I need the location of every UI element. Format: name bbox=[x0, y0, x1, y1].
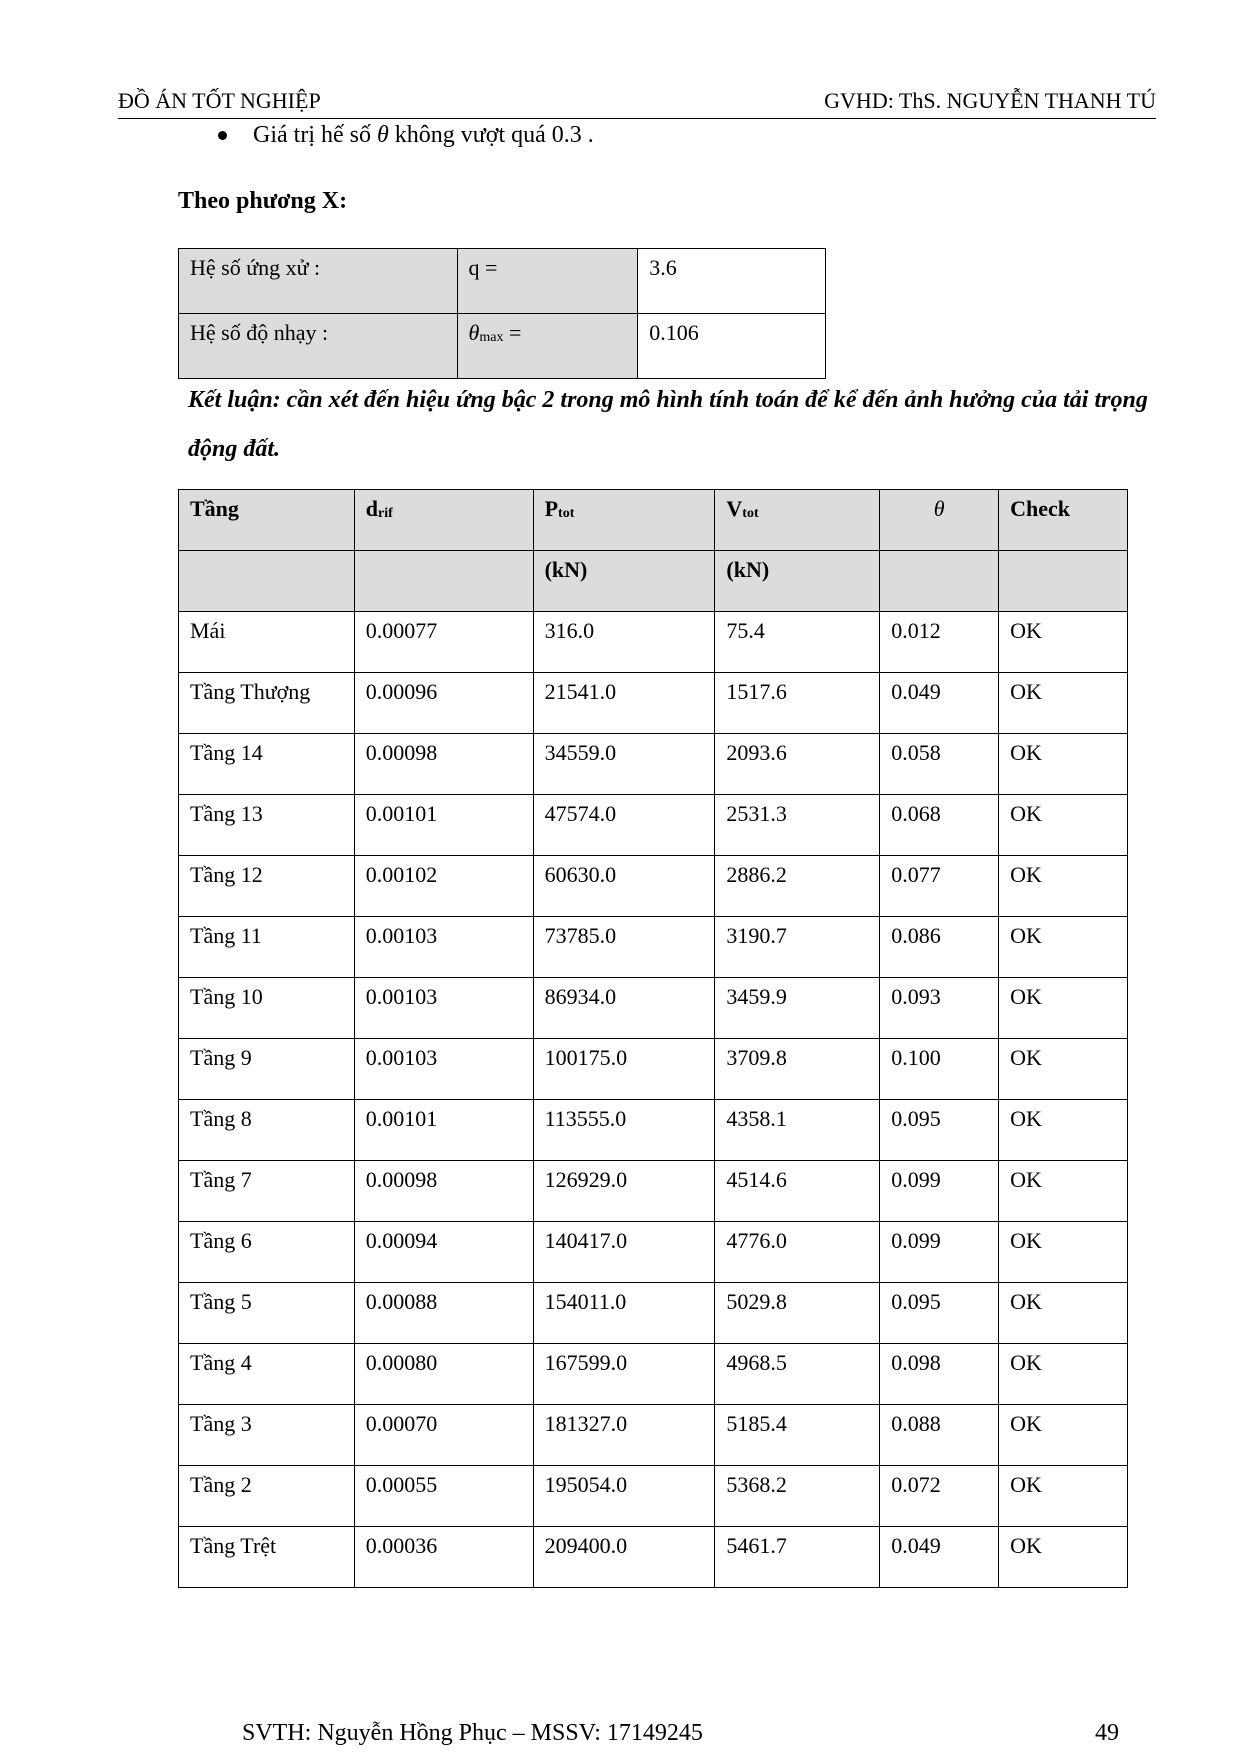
section-title: Theo phương X: bbox=[178, 188, 348, 214]
cell-vtot: 4776.0 bbox=[715, 1222, 880, 1283]
cell-vtot: 4358.1 bbox=[715, 1100, 880, 1161]
cell-drif: 0.00101 bbox=[354, 795, 533, 856]
cell-vtot: 2886.2 bbox=[715, 856, 880, 917]
cell-check: OK bbox=[999, 1039, 1128, 1100]
cell-ptot: 154011.0 bbox=[533, 1283, 715, 1344]
header-theta: θ bbox=[880, 490, 999, 551]
cell-floor: Tầng 7 bbox=[179, 1161, 355, 1222]
cell-floor: Tầng 9 bbox=[179, 1039, 355, 1100]
coef-symbol: q = bbox=[457, 249, 638, 314]
cell-theta: 0.072 bbox=[880, 1466, 999, 1527]
header-floor: Tầng bbox=[179, 490, 355, 551]
cell-vtot: 5368.2 bbox=[715, 1466, 880, 1527]
cell-drif: 0.00098 bbox=[354, 1161, 533, 1222]
cell-theta: 0.077 bbox=[880, 856, 999, 917]
units-check bbox=[999, 551, 1128, 612]
cell-theta: 0.095 bbox=[880, 1100, 999, 1161]
cell-check: OK bbox=[999, 673, 1128, 734]
table-row bbox=[179, 673, 1128, 734]
header-drif: $d_{rif}$ bbox=[354, 490, 533, 551]
cell-check: OK bbox=[999, 978, 1128, 1039]
cell-check: OK bbox=[999, 1527, 1128, 1588]
units-ptot: (kN) bbox=[533, 551, 715, 612]
cell-drif: 0.00103 bbox=[354, 978, 533, 1039]
cell-drif: 0.00077 bbox=[354, 612, 533, 673]
cell-floor: Tầng 11 bbox=[179, 917, 355, 978]
coef-value: 3.6 bbox=[638, 249, 826, 314]
cell-ptot: 126929.0 bbox=[533, 1161, 715, 1222]
cell-ptot: 73785.0 bbox=[533, 917, 715, 978]
table-row bbox=[179, 1283, 1128, 1344]
page-header bbox=[118, 86, 1156, 119]
bullet-icon bbox=[218, 131, 227, 140]
header-left: ĐỒ ÁN TỐT NGHIỆP bbox=[118, 88, 321, 113]
cell-drif: 0.00088 bbox=[354, 1283, 533, 1344]
header-right: GVHD: ThS. NGUYỄN THANH TÚ bbox=[824, 88, 1156, 113]
coef-label: Hệ số ứng xử : bbox=[179, 249, 458, 314]
cell-vtot: 3709.8 bbox=[715, 1039, 880, 1100]
cell-ptot: 34559.0 bbox=[533, 734, 715, 795]
cell-theta: 0.095 bbox=[880, 1283, 999, 1344]
cell-check: OK bbox=[999, 1222, 1128, 1283]
cell-theta: 0.100 bbox=[880, 1039, 999, 1100]
cell-drif: 0.00070 bbox=[354, 1405, 533, 1466]
cell-floor: Tầng 4 bbox=[179, 1344, 355, 1405]
conclusion-text: Kết luận: cần xét đến hiệu ứng bậc 2 trong mô hình tính toán để kể đến ảnh hưởng của tải trọng động đất. bbox=[188, 387, 1148, 462]
cell-drif: 0.00102 bbox=[354, 856, 533, 917]
cell-vtot: 2093.6 bbox=[715, 734, 880, 795]
footer-text: SVTH: Nguyễn Hồng Phục – MSSV: 17149245 bbox=[242, 1720, 703, 1746]
cell-check: OK bbox=[999, 1344, 1128, 1405]
units-floor bbox=[179, 551, 355, 612]
cell-drif: 0.00101 bbox=[354, 1100, 533, 1161]
cell-vtot: 3459.9 bbox=[715, 978, 880, 1039]
cell-ptot: 195054.0 bbox=[533, 1466, 715, 1527]
cell-theta: 0.099 bbox=[880, 1222, 999, 1283]
cell-check: OK bbox=[999, 1405, 1128, 1466]
cell-check: OK bbox=[999, 1100, 1128, 1161]
cell-drif: 0.00096 bbox=[354, 673, 533, 734]
cell-theta: 0.012 bbox=[880, 612, 999, 673]
cell-vtot: 5185.4 bbox=[715, 1405, 880, 1466]
table-row bbox=[179, 1405, 1128, 1466]
cell-theta: 0.099 bbox=[880, 1161, 999, 1222]
cell-vtot: 1517.6 bbox=[715, 673, 880, 734]
cell-ptot: 181327.0 bbox=[533, 1405, 715, 1466]
bullet-before: Giá trị hế số bbox=[253, 122, 377, 148]
cell-theta: 0.049 bbox=[880, 1527, 999, 1588]
cell-floor: Tầng Thượng bbox=[179, 673, 355, 734]
coef-label: Hệ số độ nhạy : bbox=[179, 314, 458, 379]
table-row bbox=[179, 1039, 1128, 1100]
cell-theta: 0.086 bbox=[880, 917, 999, 978]
cell-theta: 0.049 bbox=[880, 673, 999, 734]
table-row bbox=[179, 795, 1128, 856]
coef-row-behavior bbox=[179, 249, 826, 314]
units-vtot: (kN) bbox=[715, 551, 880, 612]
table-row bbox=[179, 734, 1128, 795]
cell-ptot: 140417.0 bbox=[533, 1222, 715, 1283]
coef-row-sensitivity bbox=[179, 314, 826, 379]
cell-vtot: 4514.6 bbox=[715, 1161, 880, 1222]
cell-ptot: 209400.0 bbox=[533, 1527, 715, 1588]
table-row bbox=[179, 978, 1128, 1039]
cell-vtot: 3190.7 bbox=[715, 917, 880, 978]
bullet-after: không vượt quá 0.3 . bbox=[388, 122, 594, 148]
cell-floor: Tầng 10 bbox=[179, 978, 355, 1039]
cell-check: OK bbox=[999, 917, 1128, 978]
cell-drif: 0.00055 bbox=[354, 1466, 533, 1527]
cell-ptot: 316.0 bbox=[533, 612, 715, 673]
cell-theta: 0.068 bbox=[880, 795, 999, 856]
cell-drif: 0.00103 bbox=[354, 1039, 533, 1100]
header-vtot: $V_{tot}$ bbox=[715, 490, 880, 551]
table-row bbox=[179, 1527, 1128, 1588]
cell-drif: 0.00103 bbox=[354, 917, 533, 978]
cell-check: OK bbox=[999, 612, 1128, 673]
page-number: 49 bbox=[1095, 1720, 1119, 1746]
table-row bbox=[179, 1466, 1128, 1527]
cell-drif: 0.00098 bbox=[354, 734, 533, 795]
cell-check: OK bbox=[999, 1161, 1128, 1222]
cell-floor: Tầng 6 bbox=[179, 1222, 355, 1283]
table-row bbox=[179, 917, 1128, 978]
cell-vtot: 5029.8 bbox=[715, 1283, 880, 1344]
cell-vtot: 75.4 bbox=[715, 612, 880, 673]
cell-floor: Mái bbox=[179, 612, 355, 673]
cell-check: OK bbox=[999, 1283, 1128, 1344]
table-units-row bbox=[179, 551, 1128, 612]
table-row bbox=[179, 1222, 1128, 1283]
cell-theta: 0.093 bbox=[880, 978, 999, 1039]
cell-ptot: 47574.0 bbox=[533, 795, 715, 856]
cell-floor: Tầng 14 bbox=[179, 734, 355, 795]
cell-floor: Tầng 5 bbox=[179, 1283, 355, 1344]
units-drif bbox=[354, 551, 533, 612]
units-theta bbox=[880, 551, 999, 612]
cell-floor: Tầng 13 bbox=[179, 795, 355, 856]
theta-symbol: θ bbox=[376, 122, 389, 148]
cell-theta: 0.088 bbox=[880, 1405, 999, 1466]
table-row bbox=[179, 1100, 1128, 1161]
coefficient-table bbox=[178, 248, 826, 379]
cell-ptot: 100175.0 bbox=[533, 1039, 715, 1100]
table-row bbox=[179, 1161, 1128, 1222]
cell-drif: 0.00036 bbox=[354, 1527, 533, 1588]
cell-ptot: 86934.0 bbox=[533, 978, 715, 1039]
cell-drif: 0.00094 bbox=[354, 1222, 533, 1283]
cell-ptot: 21541.0 bbox=[533, 673, 715, 734]
cell-check: OK bbox=[999, 734, 1128, 795]
table-row bbox=[179, 612, 1128, 673]
cell-check: OK bbox=[999, 1466, 1128, 1527]
table-row bbox=[179, 856, 1128, 917]
cell-theta: 0.058 bbox=[880, 734, 999, 795]
cell-theta: 0.098 bbox=[880, 1344, 999, 1405]
cell-floor: Tầng 8 bbox=[179, 1100, 355, 1161]
header-check: Check bbox=[999, 490, 1128, 551]
cell-ptot: 60630.0 bbox=[533, 856, 715, 917]
coef-symbol: $\theta_{max}$ = bbox=[457, 314, 638, 379]
cell-vtot: 2531.3 bbox=[715, 795, 880, 856]
cell-vtot: 5461.7 bbox=[715, 1527, 880, 1588]
cell-floor: Tầng Trệt bbox=[179, 1527, 355, 1588]
cell-floor: Tầng 2 bbox=[179, 1466, 355, 1527]
table-row bbox=[179, 1344, 1128, 1405]
theta-check-table bbox=[178, 489, 1128, 1588]
cell-floor: Tầng 3 bbox=[179, 1405, 355, 1466]
bullet-text bbox=[253, 122, 594, 149]
cell-ptot: 113555.0 bbox=[533, 1100, 715, 1161]
cell-check: OK bbox=[999, 856, 1128, 917]
cell-vtot: 4968.5 bbox=[715, 1344, 880, 1405]
header-ptot: $P_{tot}$ bbox=[533, 490, 715, 551]
table-header-row bbox=[179, 490, 1128, 551]
cell-ptot: 167599.0 bbox=[533, 1344, 715, 1405]
cell-floor: Tầng 12 bbox=[179, 856, 355, 917]
cell-check: OK bbox=[999, 795, 1128, 856]
coef-value: 0.106 bbox=[638, 314, 826, 379]
cell-drif: 0.00080 bbox=[354, 1344, 533, 1405]
